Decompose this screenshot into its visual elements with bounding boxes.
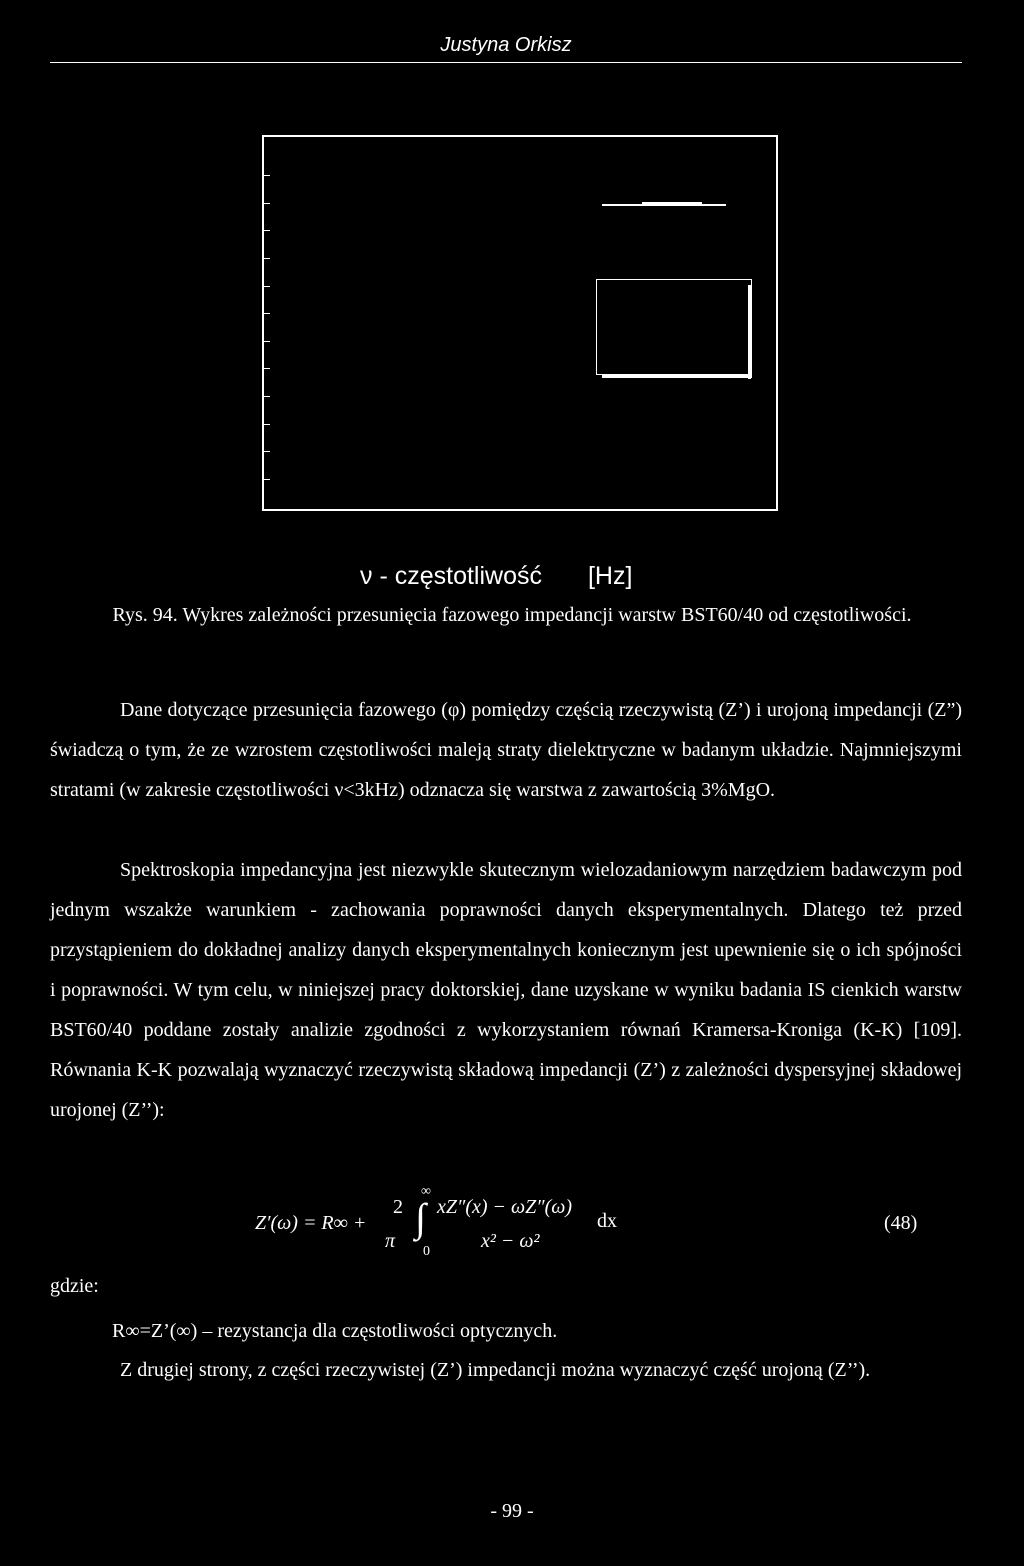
data-trace	[602, 204, 726, 206]
y-tick	[264, 258, 270, 259]
equation-number: (48)	[884, 1212, 918, 1234]
y-tick	[264, 203, 270, 204]
y-tick	[264, 286, 270, 287]
legend-inset	[596, 279, 752, 375]
page-number: - 99 -	[490, 1500, 534, 1522]
x-axis-label	[360, 562, 632, 591]
inset-edge	[748, 285, 751, 379]
equation-48	[255, 1184, 955, 1266]
paragraph-impedance-spectroscopy: Spektroskopia impedancyjna jest niezwykle skutecznym wielozadaniowym narzędziem badawczym pod jednym wszakże warunkiem - zachowania poprawności danych eksperymentalnych. Dlatego też przed przystąpieniem do dokładnej analizy danych eksperymentalnych koniecznym jest upewnienie się o ich spójności i poprawności. W tym celu, w niniejszej pracy doktorskiej, dane uzyskane w wyniku badania IS cienkich warstw BST60/40 poddane zostały analizie zgodności z wykorzystaniem równań Kramersa-Kroniga (K-K) [109]. Równania K-K pozwalają wyznaczyć rzeczywistą składową impedancji (Z’) z zależności dyspersyjnej składowej urojonej (Z’’):	[50, 859, 962, 1121]
where-label: gdzie:	[50, 1275, 99, 1297]
inset-edge	[602, 375, 752, 378]
y-tick	[264, 424, 270, 425]
y-tick	[264, 479, 270, 480]
y-tick	[264, 368, 270, 369]
definition-r-infinity: R∞=Z’(∞) – rezystancja dla częstotliwości optycznych.	[112, 1320, 558, 1342]
figure-caption: Rys. 94. Wykres zależności przesunięcia fazowego impedancji warstw BST60/40 od częstotliwości.	[112, 604, 912, 626]
eq-lhs: Z′(ω) = R∞ +	[255, 1212, 367, 1234]
paragraph-imaginary-part: Z drugiej strony, z części rzeczywistej (Z’) impedancji można wyznaczyć część urojoną (Z’’).	[120, 1359, 871, 1381]
eq-frac-num: 2	[393, 1196, 403, 1218]
eq-dx: dx	[597, 1210, 617, 1232]
eq-int-lower: 0	[423, 1244, 430, 1259]
y-tick	[264, 230, 270, 231]
y-tick	[264, 175, 270, 176]
eq-integrand-den: x² − ω²	[481, 1230, 540, 1252]
eq-frac-den: π	[385, 1230, 396, 1252]
running-header: Justyna Orkisz	[440, 34, 572, 56]
x-axis-title: ν - częstotliwość	[360, 562, 542, 590]
paragraph-phase-shift: Dane dotyczące przesunięcia fazowego (φ) pomiędzy częścią rzeczywistą (Z’) i urojoną impedancji (Z”) świadczą o tym, że ze wzrostem częstotliwości maleją straty dielektryczne w badanym układzie. Najmniejszymi stratami (w zakresie częstotliwości ν<3kHz) odznacza się warstwa z zawartością 3%MgO.	[50, 699, 962, 801]
header-rule	[50, 62, 962, 63]
y-tick	[264, 451, 270, 452]
y-tick	[264, 341, 270, 342]
x-axis-unit: [Hz]	[587, 562, 633, 590]
eq-int-sign: ∫	[415, 1195, 426, 1240]
eq-integrand-num: xZ″(x) − ωZ″(ω)	[437, 1196, 573, 1218]
eq-int-upper: ∞	[421, 1184, 431, 1199]
phase-shift-figure	[262, 135, 778, 511]
y-tick	[264, 313, 270, 314]
y-tick	[264, 396, 270, 397]
